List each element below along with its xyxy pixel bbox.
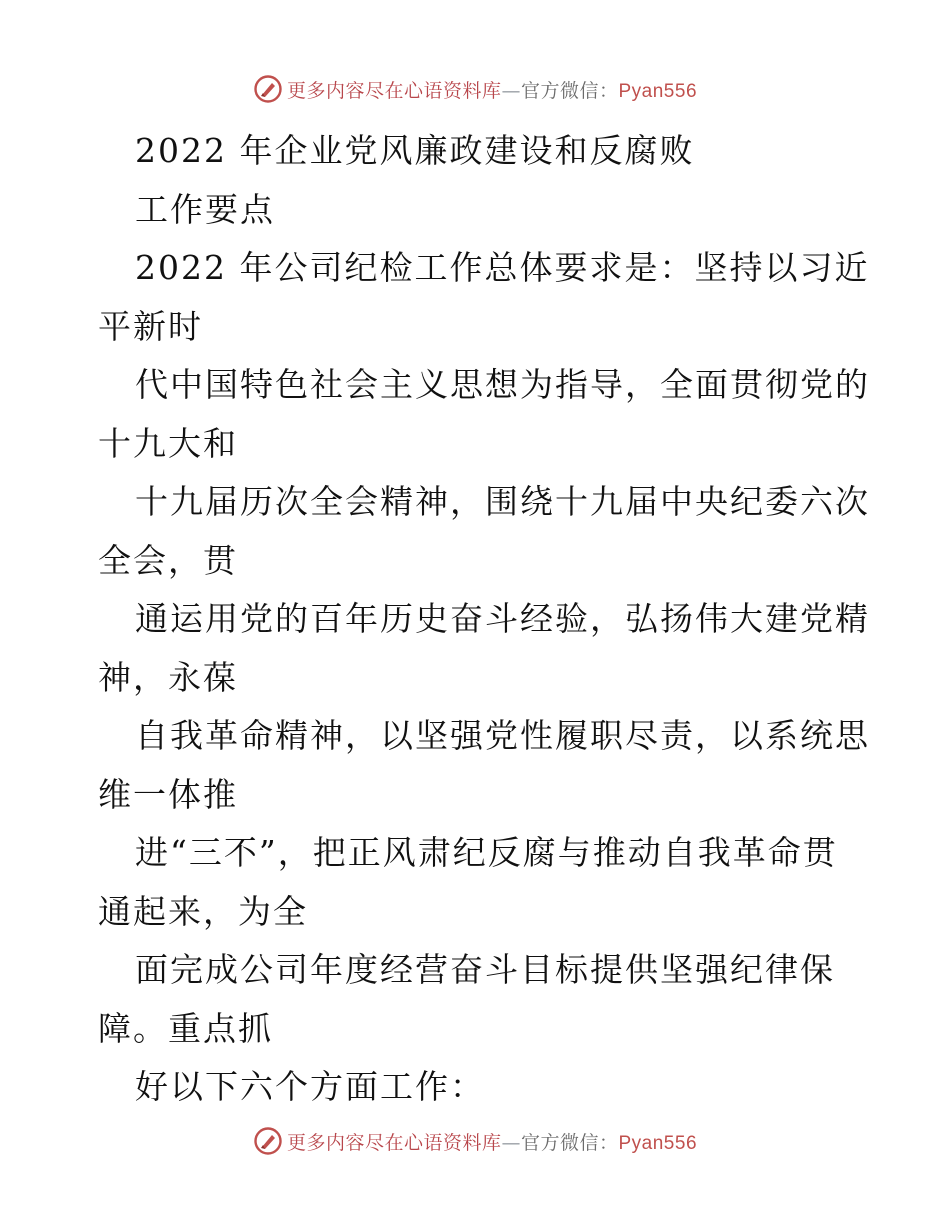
document-body	[98, 122, 870, 1117]
title-line-1: 2022 年企业党风廉政建设和反腐败	[135, 131, 695, 170]
footer-watermark	[0, 1124, 950, 1158]
paragraph-line: 2022 年公司纪检工作总体要求是：坚持以习近	[135, 248, 870, 287]
paragraph-line: 面完成公司年度经营奋斗目标提供坚强纪律保	[135, 950, 835, 989]
watermark-title: 更多内容尽在心语资料库	[286, 79, 502, 102]
title-line-2: 工作要点	[135, 189, 275, 229]
paragraph-line: 进“三不”，把正风肃纪反腐与推动自我革命贯	[135, 833, 838, 872]
paragraph-line: 十九大和	[98, 423, 238, 463]
paragraph-line: 神，永葆	[98, 657, 238, 697]
paragraph-line: 通运用党的百年历史奋斗经验，弘扬伟大建党精	[135, 599, 870, 638]
paragraph-line: 全会，贯	[98, 540, 238, 580]
paragraph-line: 通起来，为全	[98, 891, 308, 931]
watermark-wechat-label: 官方微信：	[520, 1131, 619, 1154]
watermark-dash: —	[501, 79, 521, 102]
paragraph-line: 好以下六个方面工作：	[135, 1067, 485, 1106]
pen-logo-icon	[253, 1126, 283, 1156]
paragraph-line: 十九届历次全会精神，围绕十九届中央纪委六次	[135, 482, 870, 521]
pen-logo-icon	[253, 74, 283, 104]
watermark-wechat-label: 官方微信：	[520, 79, 619, 102]
paragraph-line: 维一体推	[98, 774, 238, 814]
paragraph-line: 平新时	[98, 306, 203, 346]
watermark-wechat-id: Pyan556	[618, 1132, 698, 1154]
paragraph-line: 自我革命精神，以坚强党性履职尽责，以系统思	[135, 716, 870, 755]
watermark-wechat-id: Pyan556	[618, 80, 698, 102]
paragraph-line: 障。重点抓	[98, 1008, 273, 1048]
paragraph-line: 代中国特色社会主义思想为指导，全面贯彻党的	[135, 365, 870, 404]
watermark-title: 更多内容尽在心语资料库	[286, 1131, 502, 1154]
header-watermark	[0, 72, 950, 106]
watermark-dash: —	[501, 1131, 521, 1154]
